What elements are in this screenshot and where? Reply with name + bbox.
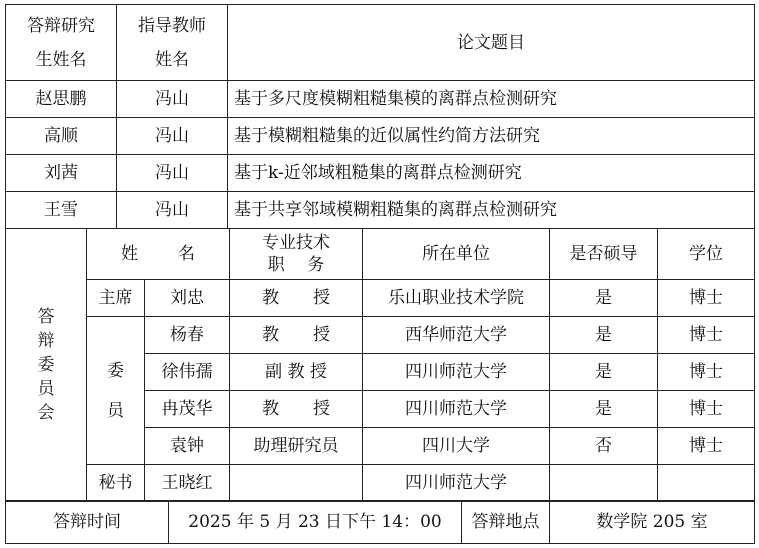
student-name: 高顺 xyxy=(6,118,117,155)
student-row xyxy=(6,155,755,192)
advisor-name: 冯山 xyxy=(117,118,228,155)
student-name: 王雪 xyxy=(6,192,117,229)
committee-member-name: 王晓红 xyxy=(145,465,230,502)
defense-time-place-table xyxy=(5,500,755,544)
thesis-title: 基于k-近邻域粗糙集的离群点检测研究 xyxy=(228,155,755,192)
chair-role-label: 主席 xyxy=(87,280,145,317)
committee-member-degree: 博士 xyxy=(658,428,755,465)
student-thesis-table xyxy=(5,4,755,229)
committee-unit-header: 所在单位 xyxy=(363,229,550,280)
committee-chair-row xyxy=(6,280,755,317)
committee-member-supervisor: 否 xyxy=(550,428,658,465)
committee-member-unit: 四川师范大学 xyxy=(363,391,550,428)
committee-member-name: 杨春 xyxy=(145,317,230,354)
committee-label: 答 辩 委 员 会 xyxy=(6,229,87,502)
defense-place-value: 数学院 205 室 xyxy=(550,501,755,544)
committee-member-title xyxy=(230,465,363,502)
committee-member-title: 教 授 xyxy=(230,280,363,317)
thesis-title: 基于多尺度模糊粗糙集模的离群点检测研究 xyxy=(228,81,755,118)
committee-member-name: 徐伟孺 xyxy=(145,354,230,391)
committee-member-supervisor: 是 xyxy=(550,391,658,428)
student-table-header-row xyxy=(6,5,755,81)
student-name: 赵思鹏 xyxy=(6,81,117,118)
committee-member-supervisor xyxy=(550,465,658,502)
committee-member-title: 教 授 xyxy=(230,391,363,428)
committee-header-row xyxy=(6,229,755,280)
advisor-name: 冯山 xyxy=(117,192,228,229)
committee-name-header: 姓 名 xyxy=(87,229,230,280)
defense-place-label: 答辩地点 xyxy=(462,501,550,544)
student-name: 刘茜 xyxy=(6,155,117,192)
student-name-header: 答辩研究 生姓名 xyxy=(6,5,117,81)
committee-member-name: 袁钟 xyxy=(145,428,230,465)
committee-table xyxy=(5,228,755,502)
committee-secretary-row xyxy=(6,465,755,502)
committee-member-row xyxy=(6,317,755,354)
committee-member-degree: 博士 xyxy=(658,391,755,428)
committee-member-degree: 博士 xyxy=(658,317,755,354)
defense-time-value: 2025 年 5 月 23 日下午 14：00 xyxy=(169,501,462,544)
student-row xyxy=(6,81,755,118)
committee-member-unit: 四川大学 xyxy=(363,428,550,465)
committee-member-name: 冉茂华 xyxy=(145,391,230,428)
member-role-label: 委 员 xyxy=(87,317,145,465)
committee-degree-header: 学位 xyxy=(658,229,755,280)
thesis-title: 基于模糊粗糙集的近似属性约简方法研究 xyxy=(228,118,755,155)
committee-member-degree: 博士 xyxy=(658,280,755,317)
committee-member-unit: 西华师范大学 xyxy=(363,317,550,354)
advisor-name: 冯山 xyxy=(117,155,228,192)
advisor-name: 冯山 xyxy=(117,81,228,118)
committee-member-degree xyxy=(658,465,755,502)
committee-title-header: 专业技术 职 务 xyxy=(230,229,363,280)
defense-time-place-row xyxy=(6,501,755,544)
committee-member-supervisor: 是 xyxy=(550,280,658,317)
defense-time-label: 答辩时间 xyxy=(6,501,169,544)
committee-member-unit: 四川师范大学 xyxy=(363,465,550,502)
committee-member-title: 助理研究员 xyxy=(230,428,363,465)
committee-supervisor-header: 是否硕导 xyxy=(550,229,658,280)
thesis-title: 基于共享邻域模糊粗糙集的离群点检测研究 xyxy=(228,192,755,229)
student-row xyxy=(6,192,755,229)
committee-member-supervisor: 是 xyxy=(550,317,658,354)
student-row xyxy=(6,118,755,155)
advisor-name-header: 指导教师 姓名 xyxy=(117,5,228,81)
committee-member-degree: 博士 xyxy=(658,354,755,391)
secretary-role-label: 秘书 xyxy=(87,465,145,502)
committee-member-title: 副 教 授 xyxy=(230,354,363,391)
committee-member-name: 刘忠 xyxy=(145,280,230,317)
committee-member-title: 教 授 xyxy=(230,317,363,354)
committee-member-supervisor: 是 xyxy=(550,354,658,391)
thesis-title-header: 论文题目 xyxy=(228,5,755,81)
committee-member-unit: 四川师范大学 xyxy=(363,354,550,391)
committee-member-unit: 乐山职业技术学院 xyxy=(363,280,550,317)
